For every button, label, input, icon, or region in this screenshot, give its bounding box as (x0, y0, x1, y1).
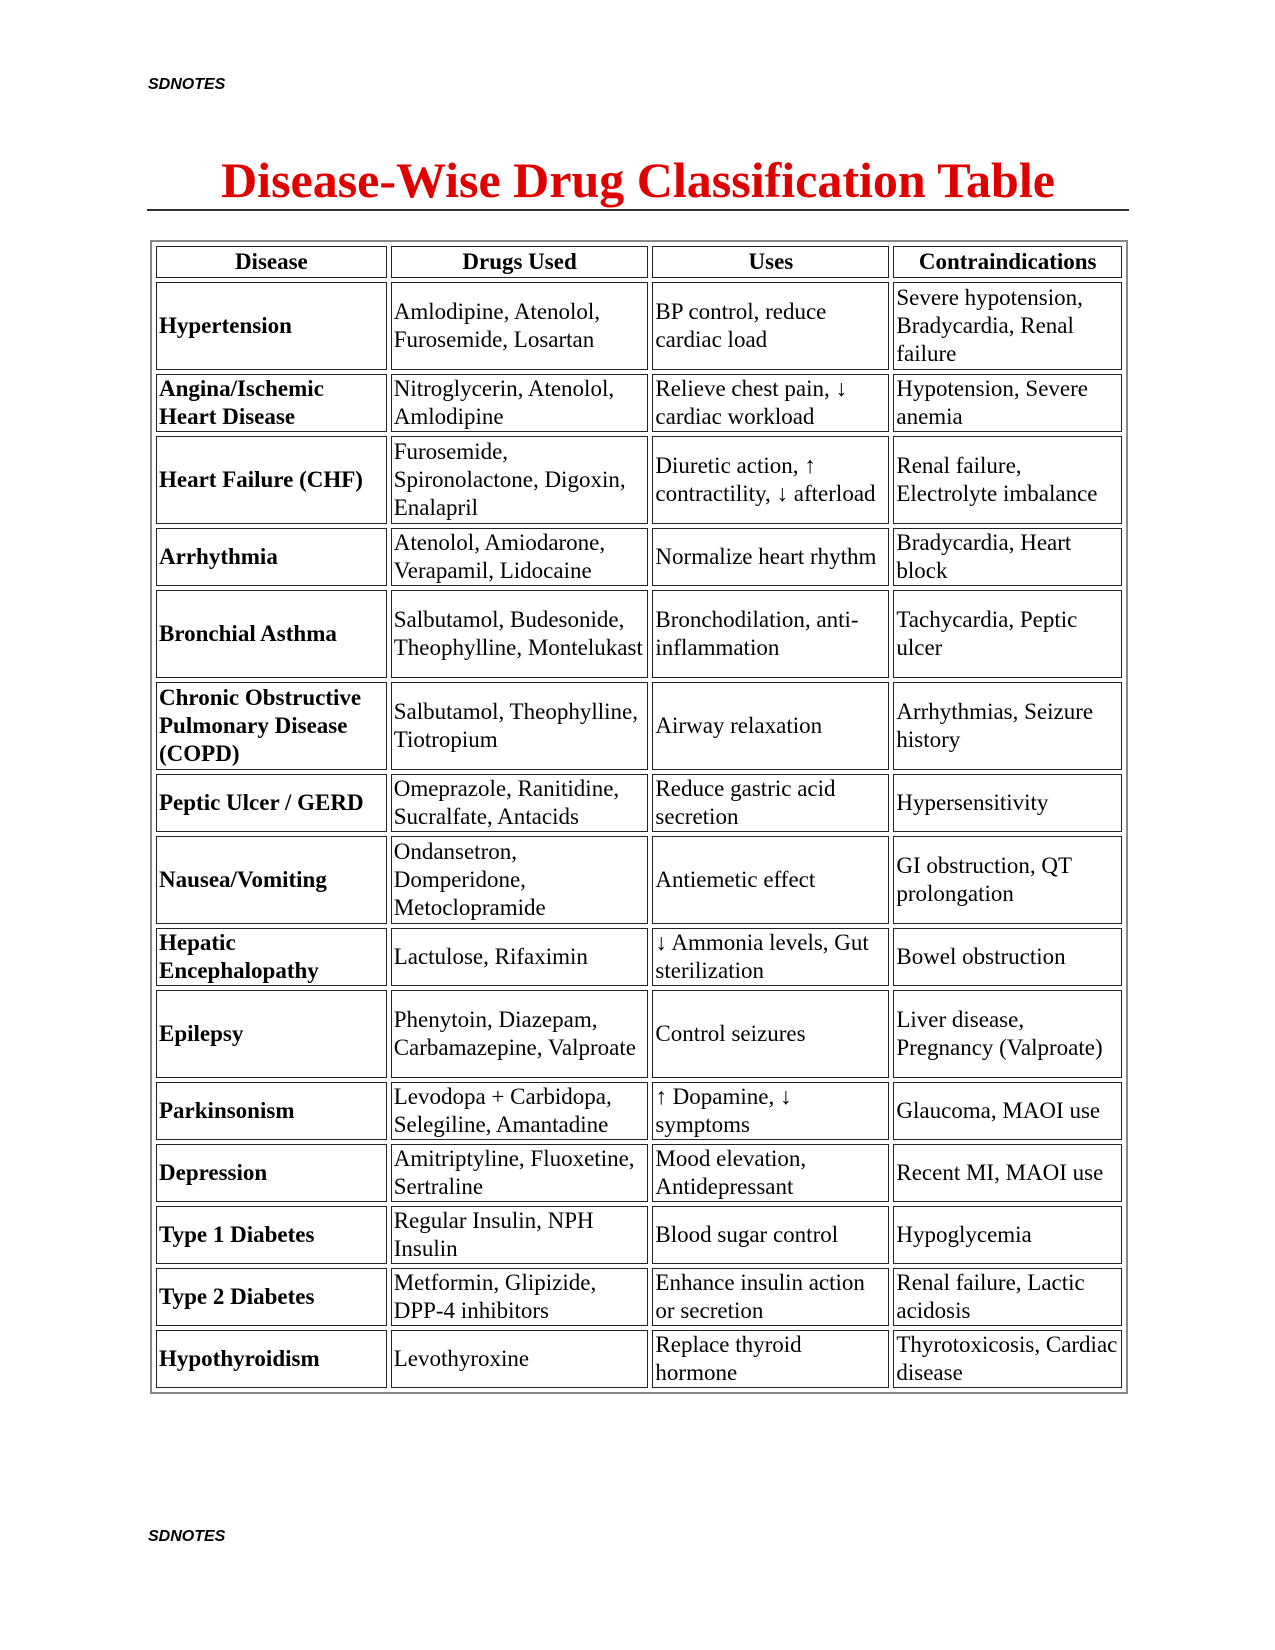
drugs-cell: Amlodipine, Atenolol, Furosemide, Losartan (391, 282, 649, 370)
page-header: SDNOTES (148, 76, 226, 93)
disease-cell: Peptic Ulcer / GERD (156, 774, 387, 832)
contraindications-cell: GI obstruction, QT prolongation (893, 836, 1122, 924)
uses-cell: Airway relaxation (652, 682, 889, 770)
contraindications-cell: Bradycardia, Heart block (893, 528, 1122, 586)
disease-cell: Heart Failure (CHF) (156, 436, 387, 524)
contraindications-cell: Tachycardia, Peptic ulcer (893, 590, 1122, 678)
header-disease: Disease (156, 246, 387, 278)
table-row (156, 836, 1122, 924)
drugs-cell: Lactulose, Rifaximin (391, 928, 649, 986)
contraindications-cell: Bowel obstruction (893, 928, 1122, 986)
uses-cell: Bronchodilation, anti-inflammation (652, 590, 889, 678)
uses-cell: Reduce gastric acid secretion (652, 774, 889, 832)
uses-cell: Control seizures (652, 990, 889, 1078)
drugs-cell: Furosemide, Spironolactone, Digoxin, Enalapril (391, 436, 649, 524)
header-contraindications: Contraindications (893, 246, 1122, 278)
uses-cell: Diuretic action, ↑ contractility, ↓ afterload (652, 436, 889, 524)
title-underline (147, 209, 1129, 211)
disease-cell: Epilepsy (156, 990, 387, 1078)
disease-cell: Type 1 Diabetes (156, 1206, 387, 1264)
drugs-cell: Phenytoin, Diazepam, Carbamazepine, Valproate (391, 990, 649, 1078)
uses-cell: Enhance insulin action or secretion (652, 1268, 889, 1326)
disease-cell: Hepatic Encephalopathy (156, 928, 387, 986)
uses-cell: Relieve chest pain, ↓ cardiac workload (652, 374, 889, 432)
table-header-row (156, 246, 1122, 278)
table-row (156, 1268, 1122, 1326)
drugs-cell: Levothyroxine (391, 1330, 649, 1388)
disease-cell: Hypothyroidism (156, 1330, 387, 1388)
disease-cell: Depression (156, 1144, 387, 1202)
disease-cell: Chronic Obstructive Pulmonary Disease (COPD) (156, 682, 387, 770)
uses-cell: Normalize heart rhythm (652, 528, 889, 586)
contraindications-cell: Hypoglycemia (893, 1206, 1122, 1264)
drugs-cell: Nitroglycerin, Atenolol, Amlodipine (391, 374, 649, 432)
table-row (156, 528, 1122, 586)
uses-cell: Blood sugar control (652, 1206, 889, 1264)
drugs-cell: Salbutamol, Budesonide, Theophylline, Montelukast (391, 590, 649, 678)
table-row (156, 374, 1122, 432)
table-row (156, 1206, 1122, 1264)
uses-cell: BP control, reduce cardiac load (652, 282, 889, 370)
table-row (156, 1082, 1122, 1140)
uses-cell: ↓ Ammonia levels, Gut sterilization (652, 928, 889, 986)
table-row (156, 1144, 1122, 1202)
contraindications-cell: Thyrotoxicosis, Cardiac disease (893, 1330, 1122, 1388)
uses-cell: Mood elevation, Antidepressant (652, 1144, 889, 1202)
drug-classification-table (150, 240, 1128, 1394)
table-row (156, 282, 1122, 370)
disease-cell: Arrhythmia (156, 528, 387, 586)
uses-cell: Replace thyroid hormone (652, 1330, 889, 1388)
page-footer: SDNOTES (148, 1528, 226, 1545)
uses-cell: ↑ Dopamine, ↓ symptoms (652, 1082, 889, 1140)
drugs-cell: Ondansetron, Domperidone, Metoclopramide (391, 836, 649, 924)
contraindications-cell: Glaucoma, MAOI use (893, 1082, 1122, 1140)
table-row (156, 990, 1122, 1078)
contraindications-cell: Renal failure, Lactic acidosis (893, 1268, 1122, 1326)
drugs-cell: Metformin, Glipizide, DPP-4 inhibitors (391, 1268, 649, 1326)
header-uses: Uses (652, 246, 889, 278)
table-row (156, 1330, 1122, 1388)
table-row (156, 436, 1122, 524)
table-row (156, 590, 1122, 678)
disease-cell: Type 2 Diabetes (156, 1268, 387, 1326)
contraindications-cell: Arrhythmias, Seizure history (893, 682, 1122, 770)
contraindications-cell: Hypotension, Severe anemia (893, 374, 1122, 432)
table-row (156, 682, 1122, 770)
contraindications-cell: Severe hypotension, Bradycardia, Renal failure (893, 282, 1122, 370)
disease-cell: Hypertension (156, 282, 387, 370)
drugs-cell: Regular Insulin, NPH Insulin (391, 1206, 649, 1264)
contraindications-cell: Recent MI, MAOI use (893, 1144, 1122, 1202)
drugs-cell: Salbutamol, Theophylline, Tiotropium (391, 682, 649, 770)
drugs-cell: Atenolol, Amiodarone, Verapamil, Lidocaine (391, 528, 649, 586)
contraindications-cell: Renal failure, Electrolyte imbalance (893, 436, 1122, 524)
table-row (156, 928, 1122, 986)
drugs-cell: Omeprazole, Ranitidine, Sucralfate, Antacids (391, 774, 649, 832)
disease-cell: Angina/Ischemic Heart Disease (156, 374, 387, 432)
table-row (156, 774, 1122, 832)
contraindications-cell: Hypersensitivity (893, 774, 1122, 832)
drugs-cell: Levodopa + Carbidopa, Selegiline, Amantadine (391, 1082, 649, 1140)
page-title: Disease-Wise Drug Classification Table (221, 152, 1055, 208)
disease-cell: Parkinsonism (156, 1082, 387, 1140)
header-drugs-used: Drugs Used (391, 246, 649, 278)
drugs-cell: Amitriptyline, Fluoxetine, Sertraline (391, 1144, 649, 1202)
disease-cell: Bronchial Asthma (156, 590, 387, 678)
contraindications-cell: Liver disease, Pregnancy (Valproate) (893, 990, 1122, 1078)
disease-cell: Nausea/Vomiting (156, 836, 387, 924)
uses-cell: Antiemetic effect (652, 836, 889, 924)
